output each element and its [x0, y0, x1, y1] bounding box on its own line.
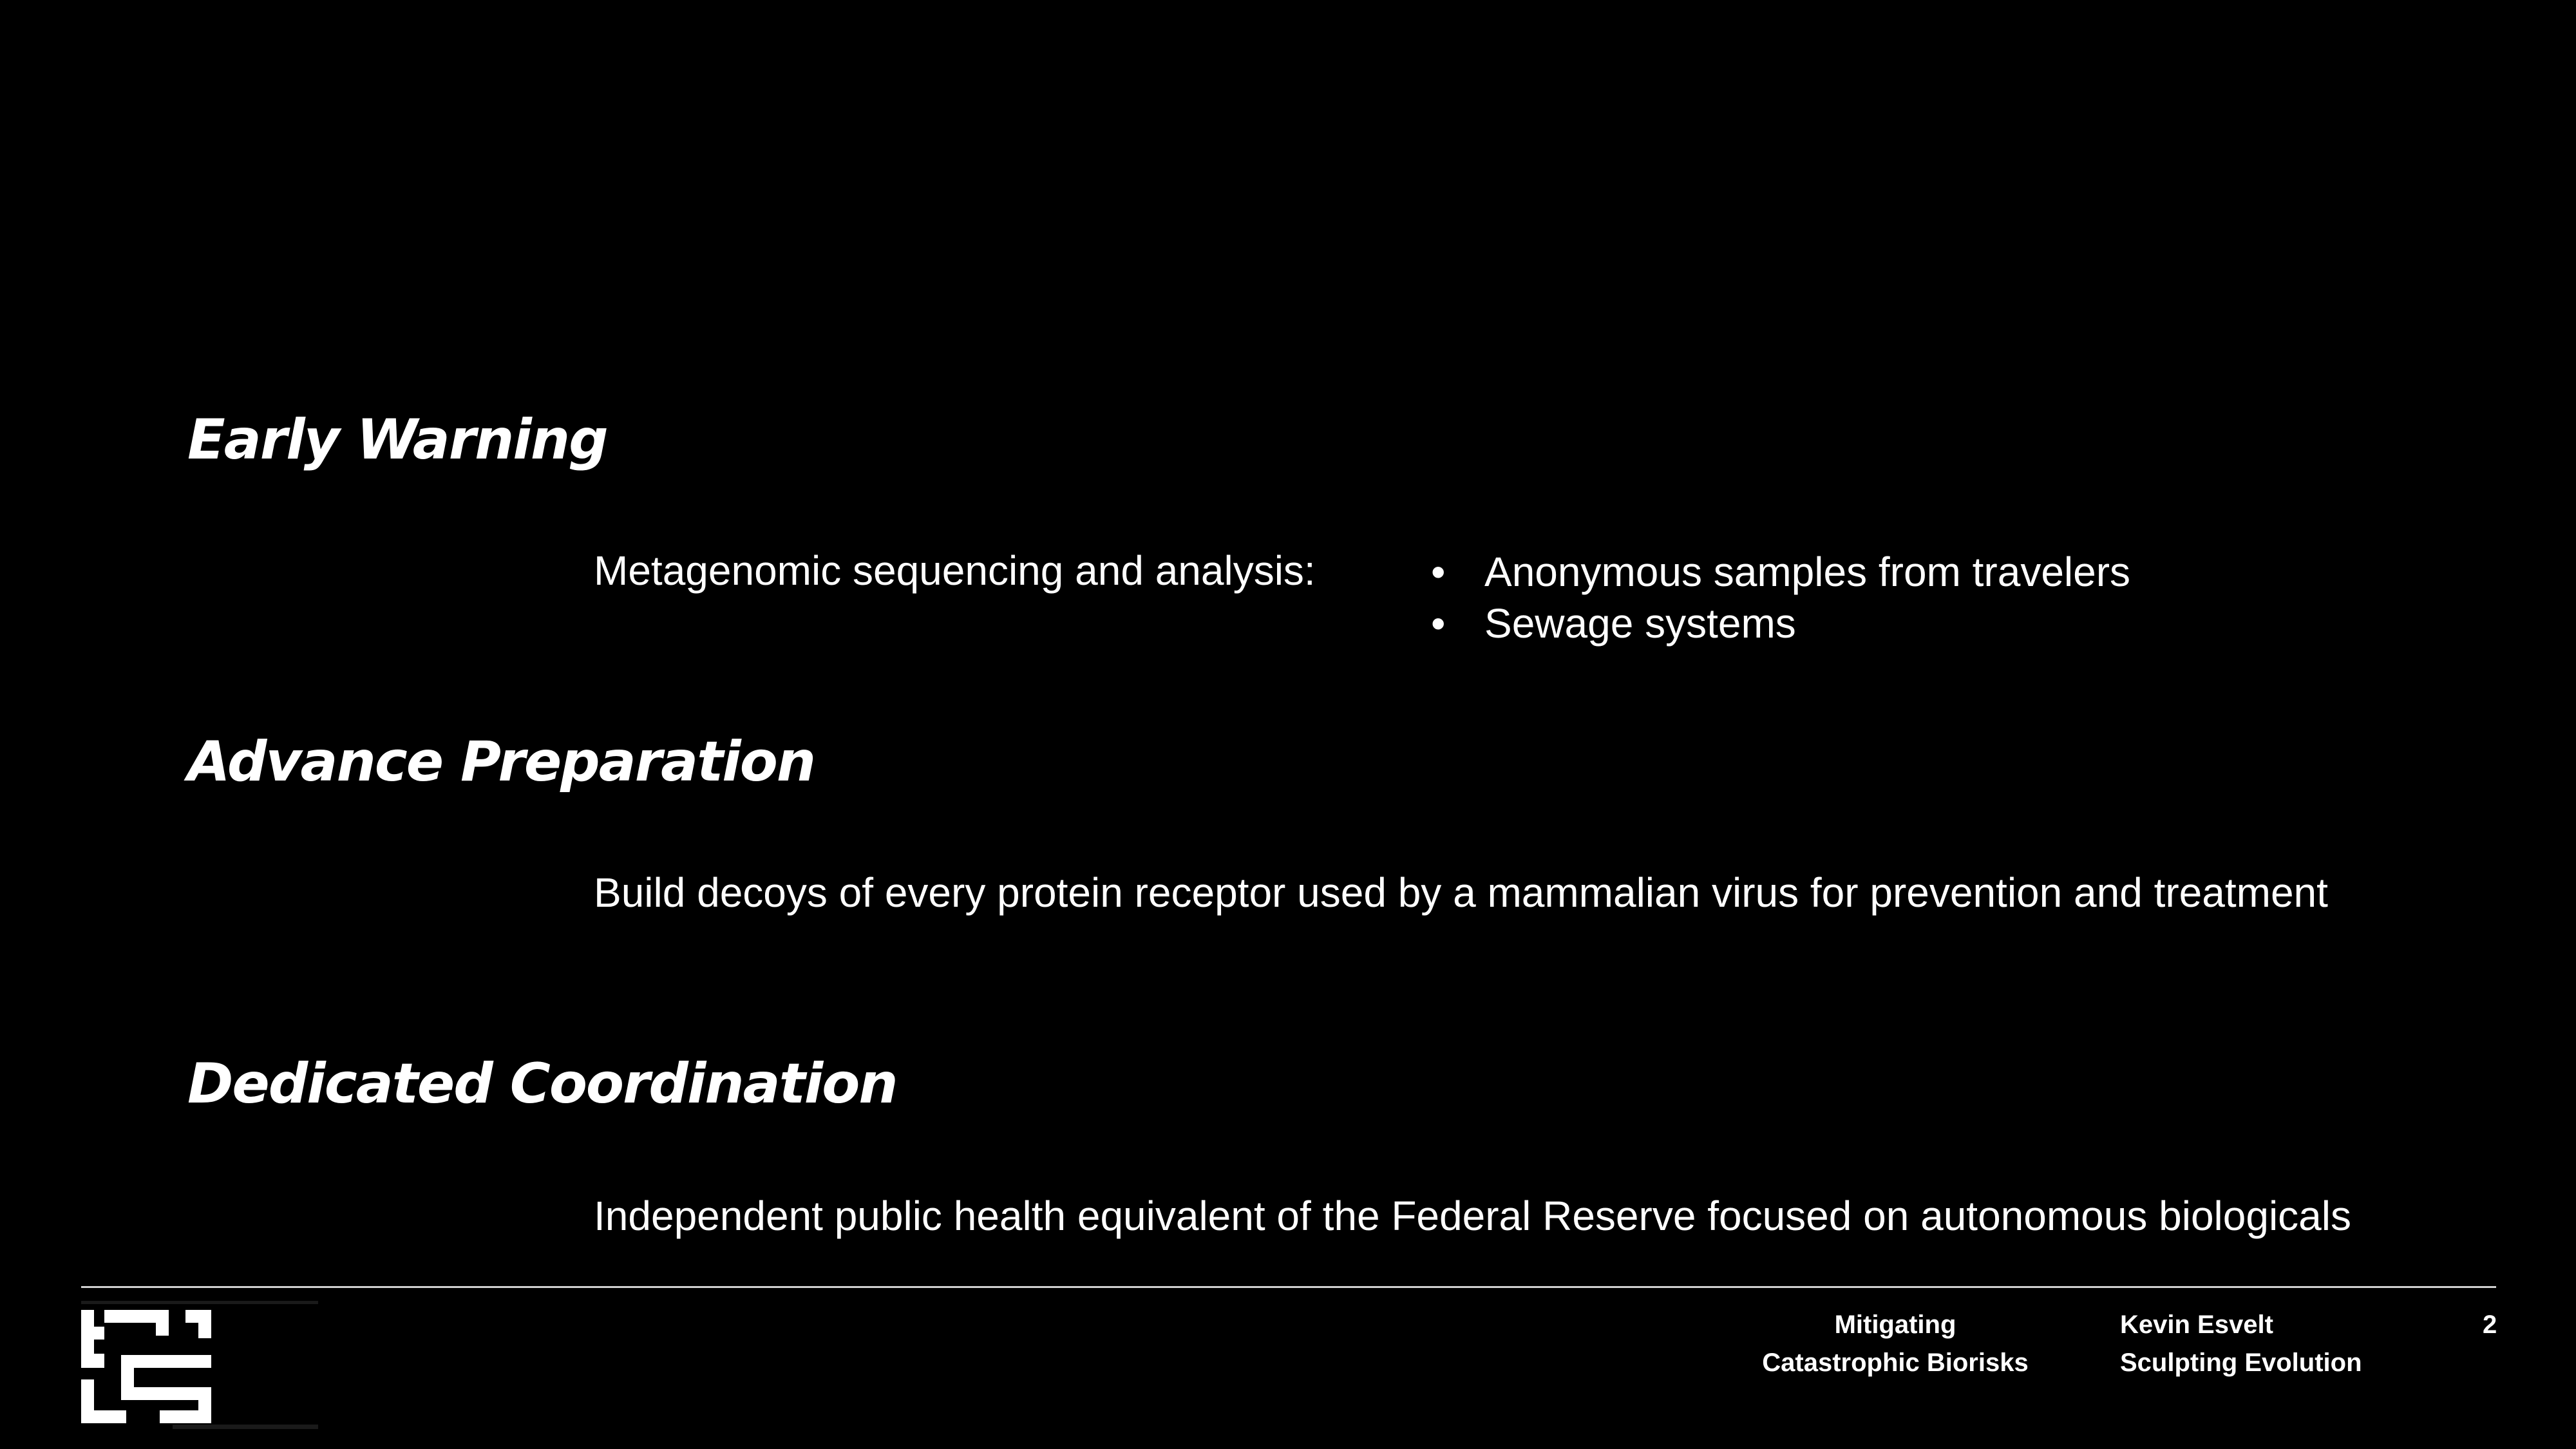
early-warning-lead: Metagenomic sequencing and analysis: — [594, 547, 1316, 594]
footer-talk-title — [1760, 1306, 2031, 1382]
footer-speaker — [2120, 1306, 2362, 1382]
bullet-text: Anonymous samples from travelers — [1484, 549, 2131, 595]
heading-early-warning: Early Warning — [187, 408, 607, 472]
page-number: 2 — [2483, 1311, 2497, 1339]
bullet-icon: • — [1431, 600, 1446, 647]
footer-speaker-group: Sculpting Evolution — [2120, 1349, 2362, 1377]
footer-speaker-name: Kevin Esvelt — [2120, 1311, 2273, 1339]
list-item — [1431, 546, 2130, 598]
heading-dedicated-coordination: Dedicated Coordination — [187, 1052, 897, 1116]
footer-talk-title-line: Catastrophic Biorisks — [1762, 1349, 2029, 1377]
advance-preparation-text: Build decoys of every protein receptor used by a mammalian virus for prevention and treatment — [594, 869, 2328, 916]
bullet-icon: • — [1431, 549, 1446, 595]
list-item — [1431, 598, 2130, 649]
early-warning-bullet-list — [1431, 546, 2130, 649]
footer-talk-title-line: Mitigating — [1834, 1311, 1956, 1339]
bullet-text: Sewage systems — [1484, 600, 1796, 647]
footer-divider — [81, 1286, 2496, 1288]
dedicated-coordination-text: Independent public health equivalent of the Federal Reserve focused on autonomous biologicals — [594, 1193, 2351, 1239]
heading-advance-preparation: Advance Preparation — [187, 730, 815, 794]
sculpting-evolution-logo-icon — [70, 1296, 321, 1434]
